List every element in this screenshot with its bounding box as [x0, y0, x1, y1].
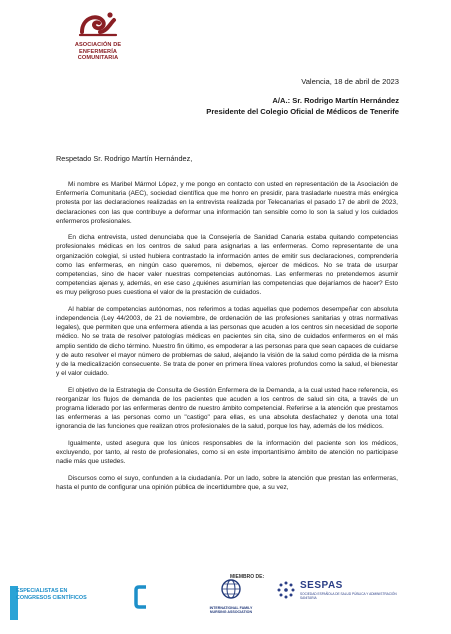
- ifnaa-line-1: INTERNATIONAL FAMILY: [209, 606, 253, 610]
- globe-icon: [220, 578, 242, 600]
- member-label: MIEMBRO DE:: [230, 574, 265, 580]
- salutation: Respetado Sr. Rodrigo Martín Hernández,: [56, 154, 193, 163]
- sespas-subtitle: SOCIEDAD ESPAÑOLA DE SALUD PÚBLICA Y ADMINISTRACIÓN SANITARIA: [300, 592, 397, 600]
- logo-text: [63, 42, 133, 62]
- paragraph-6: Discursos como el suyo, confunden a la ciudadanía. Por un lado, sobre la atención que prestan las enfermeras, hasta el punto de configurar una opinión pública de incertidumbre que, a su vez,: [56, 474, 398, 491]
- aec-logo-icon: [76, 10, 120, 40]
- addressee-name: A/A.: Sr. Rodrigo Martín Hernández: [272, 96, 399, 105]
- sespas-name: SESPAS: [300, 580, 343, 591]
- logo-line-1: ASOCIACIÓN DE: [74, 42, 122, 48]
- letter-body: [56, 180, 398, 499]
- ifnaa-text: [198, 606, 264, 615]
- badge-line-1: ESPECIALISTAS EN: [16, 588, 68, 594]
- paragraph-5: Igualmente, usted asegura que los únicos responsables de la información del paciente son los médicos, excluyendo, por tanto, al resto de profesionales, como si en este importantísimo ámbito de atención no participase nadie más que ustedes.: [56, 439, 398, 466]
- sespas-logo: [276, 580, 397, 605]
- ifnaa-line-2: NURSING ASSOCIATION: [209, 610, 253, 615]
- paragraph-2: En dicha entrevista, usted denunciaba que la Consejería de Sanidad Canaria estaba quitando competencias profesionales médicas en los centros de salud para asignarlas a las enfermeras. Como representante de una organización colegial, si usted hubiera contrastado la información antes de emitir sus declaraciones, comprendería como las enfermeras, en ningún caso queremos, ni debemos, ejercer de médicos. No se trata de usurpar competencias, sino de hacer valer nuestras competencias autónomas. Las enfermeras no pretendemos asumir competencias ajenas y, además, en ese caso ¿quiénes asumirían las competencias que dejaríamos de hacer? Esto es muy peligroso pues cuestiona el valor de la prestación de cuidados.: [56, 234, 398, 297]
- letter-date: Valencia, 18 de abril de 2023: [301, 77, 399, 86]
- c-logo-icon: [134, 584, 148, 610]
- aec-logo: [63, 10, 133, 62]
- paragraph-1: Mi nombre es Maribel Mármol López, y me pongo en contacto con usted en representación de la Asociación de Enfermería Comunitaria (AEC), sociedad científica que me honro en presidir, para trasladarle nuestra más enérgica protesta por las declaraciones realizadas en la entrevista realizada por Telecanarias el pasado 17 de abril de 2023, declaraciones con las que contribuye a deformar una información tan sensible como lo son la salud y los cuidados enfermeros profesionales.: [56, 181, 398, 225]
- addressee-title: Presidente del Colegio Oficial de Médicos de Tenerife: [206, 107, 399, 116]
- congress-badge: [10, 570, 108, 620]
- ifnaa-logo: [198, 578, 264, 615]
- logo-line-2: ENFERMERÍA COMUNITARIA: [77, 48, 119, 62]
- sespas-dots-icon: [276, 580, 296, 600]
- paragraph-3: Al hablar de competencias autónomas, nos referimos a todas aquellas que podemos desempeñar con absoluta independencia (Ley 44/2003, de 21 de noviembre, de ordenación de las profesiones sanitarias y otras normativas legales), que permiten que una enfermera atienda a las personas que acuden a los centros sin necesidad de soporte médico. No se trata de resolver patologías médicas en pacientes sin cita, sino de cuidados enfermeros en el más amplio sentido de dicho término. Nuestro fin último, es empoderar a las personas para que sean capaces de cuidarse y de auto resolver el mayor número de problemas de salud, alejando la visión de la salud como pérdida de la misma y de la medicalización consecuente. Se trata de poner en primera línea valores profundos como la salud, el bienestar y el valor cuidado.: [56, 305, 398, 378]
- badge-text: [16, 588, 87, 601]
- badge-line-2: CONGRESOS CIENTÍFICOS: [16, 594, 87, 601]
- footer: [0, 566, 451, 634]
- addressee-block: [206, 95, 399, 117]
- paragraph-4: El objetivo de la Estrategia de Consulta de Gestión Enfermera de la Demanda, a la cual usted hace referencia, es reorganizar los flujos de demanda de los pacientes que acuden a los centros de salud sin cita, a través de un programa liderado por las enfermeras dentro de nuestro ámbito competencial. Referirse a la atención que prestamos las enfermeras a las personas como un "castigo" para ellas, es una absoluta desfachatez y denota una total ignorancia de las funciones que realizan otros profesionales de la salud, porque los hay, además de los médicos.: [56, 386, 398, 431]
